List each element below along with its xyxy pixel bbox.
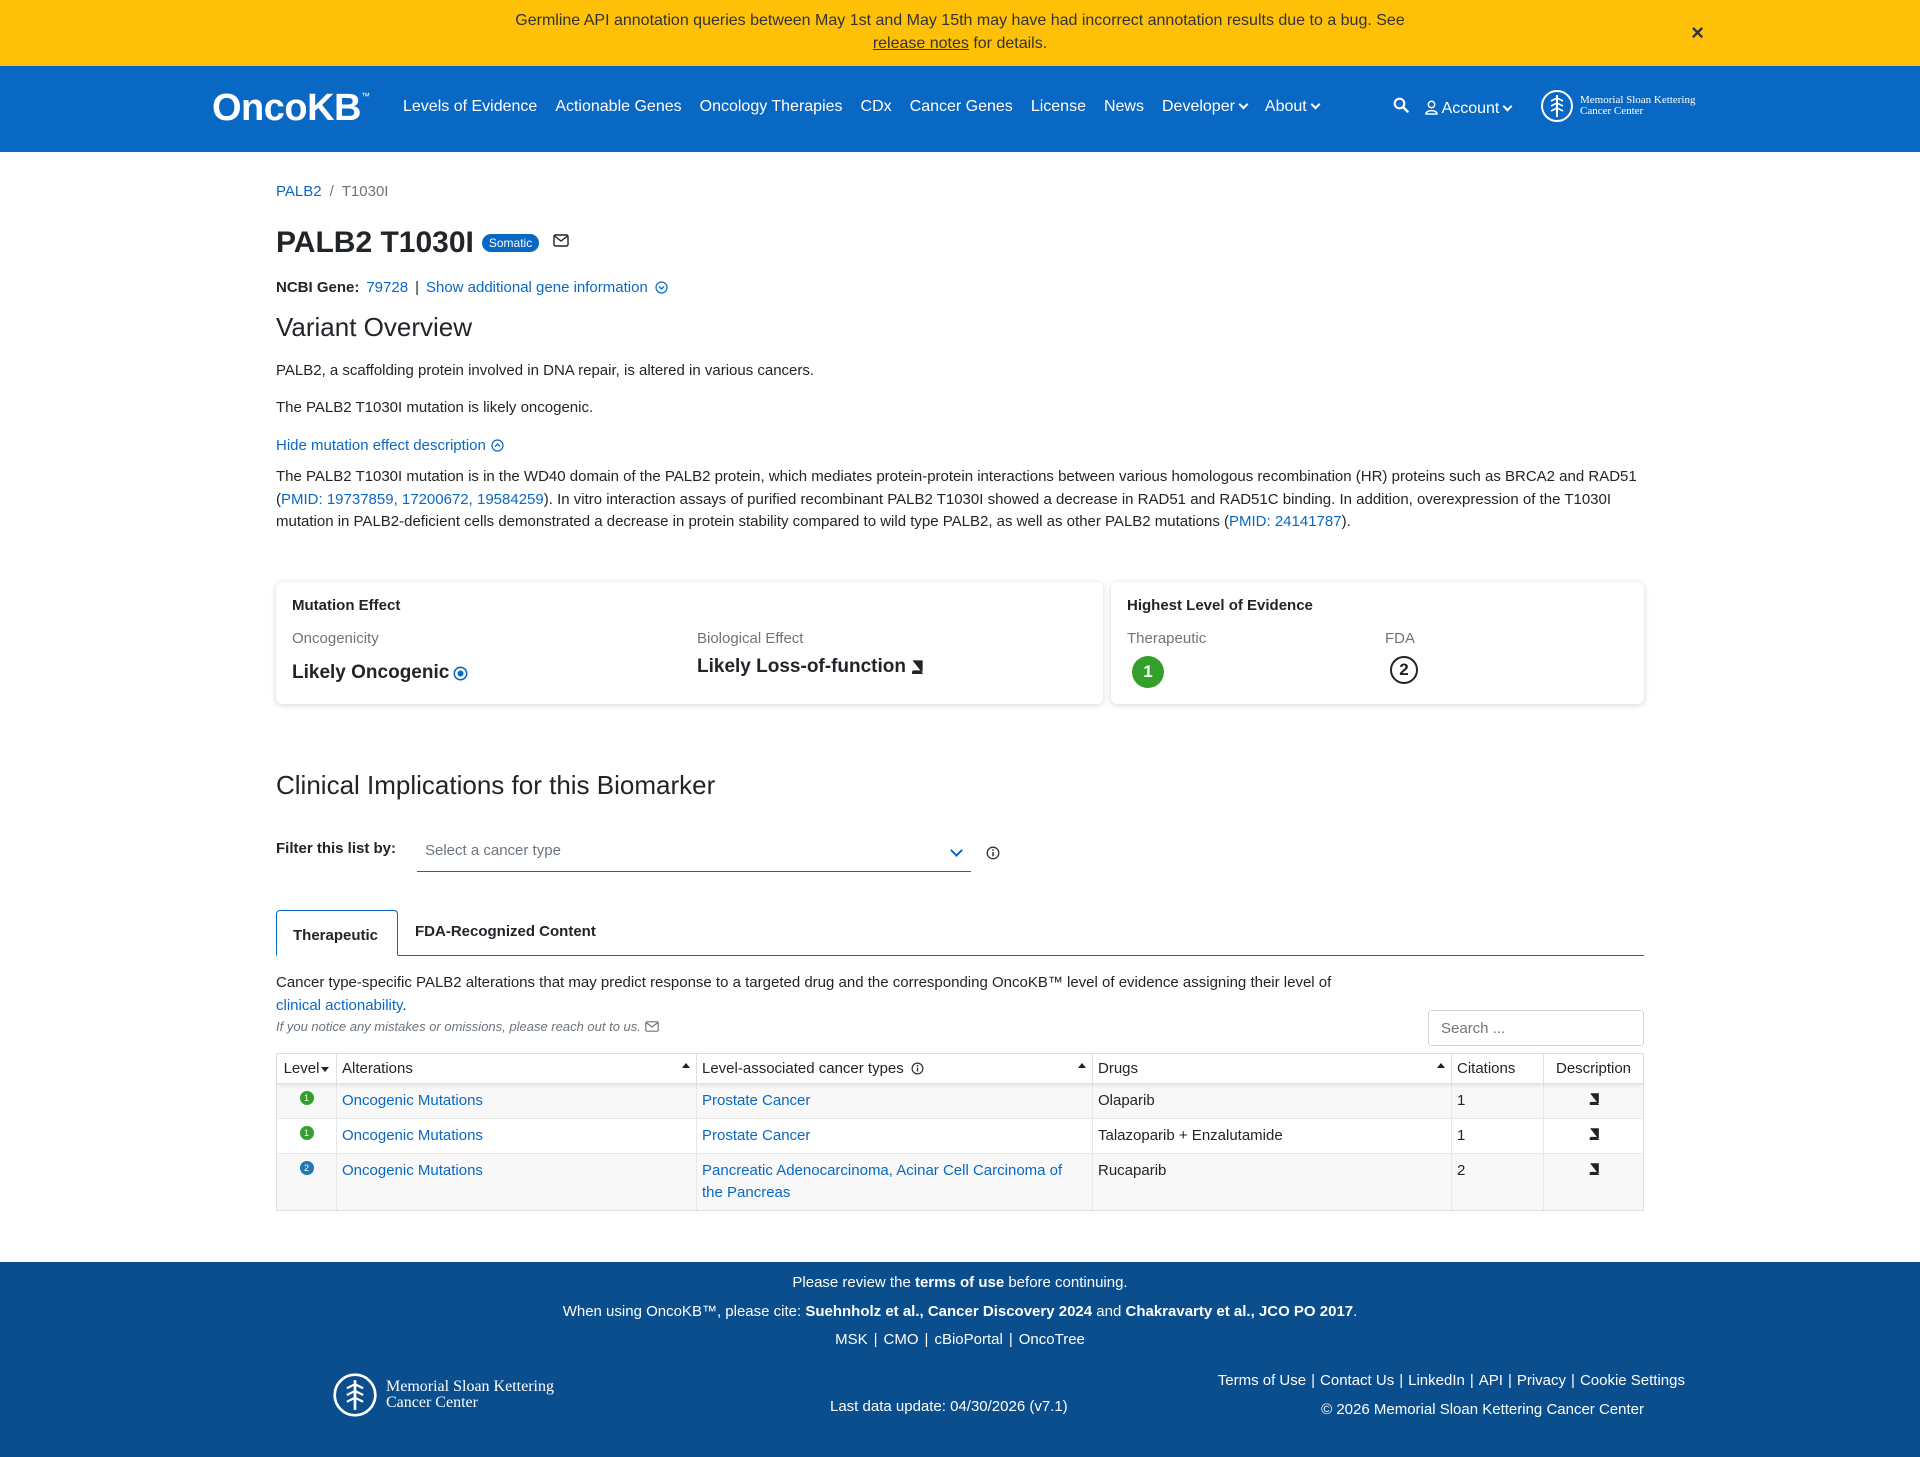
cancer-type-link[interactable]: Pancreatic Adenocarcinoma, Acinar Cell Carcinoma of the Pancreas: [702, 1162, 1063, 1201]
filter-label: Filter this list by:: [276, 840, 397, 857]
level-1-icon: 1: [300, 1091, 314, 1105]
release-notes-link[interactable]: release notes: [872, 35, 969, 52]
citations-cell[interactable]: 1: [1452, 1084, 1544, 1118]
envelope-icon[interactable]: [645, 1021, 659, 1032]
chevron-down-icon: [950, 844, 963, 857]
show-gene-info-toggle[interactable]: Show additional gene information: [426, 279, 668, 296]
nav-news[interactable]: News: [1103, 98, 1144, 115]
table-row: [277, 1119, 1643, 1154]
last-data-update: Last data update: 04/30/2026 (v7.1): [830, 1398, 1068, 1415]
top-navbar: [0, 66, 1920, 152]
col-citations[interactable]: Citations: [1452, 1054, 1544, 1083]
sort-asc-icon: [1078, 1063, 1086, 1068]
site-footer: [0, 1262, 1920, 1457]
col-alterations[interactable]: Alterations: [337, 1054, 697, 1083]
sort-desc-icon: [321, 1067, 329, 1072]
drug-cell: Rucaparib: [1093, 1154, 1452, 1210]
footer-msk-logo[interactable]: Memorial Sloan Kettering Cancer Center: [332, 1370, 554, 1420]
envelope-icon[interactable]: [553, 234, 569, 252]
level-1-icon: 1: [300, 1126, 314, 1140]
nav-developer-dropdown[interactable]: Developer: [1162, 98, 1247, 116]
footer-privacy-link[interactable]: Privacy: [1516, 1372, 1567, 1389]
announcement-banner: [0, 0, 1920, 66]
clinical-actionability-link[interactable]: clinical actionability: [276, 997, 403, 1014]
nav-cancer-genes[interactable]: Cancer Genes: [909, 98, 1013, 115]
footer-link-cmo[interactable]: CMO: [883, 1331, 919, 1348]
alteration-link[interactable]: Oncogenic Mutations: [342, 1127, 483, 1144]
chevron-down-icon: [1503, 102, 1513, 112]
tab-description: Cancer type-specific PALB2 alterations that may predict response to a targeted drug and the corresponding OncoKB™ level of evidence assigning their level of clinical actionability.: [276, 974, 1332, 1014]
footer-citation: When using OncoKB™, please cite: Suehnholz et al., Cancer Discovery 2024 and Chakravarty et al., JCO PO 2017.: [562, 1303, 1358, 1320]
oncogenicity-value: Likely Oncogenic: [292, 662, 468, 684]
citation-link-1[interactable]: Suehnholz et al., Cancer Discovery 2024: [805, 1303, 1093, 1320]
footer-link-cbioportal[interactable]: cBioPortal: [934, 1331, 1003, 1348]
ncbi-gene-link[interactable]: 79728: [366, 279, 409, 296]
citations-cell[interactable]: 1: [1452, 1119, 1544, 1153]
banner-text: Germline API annotation queries between May 1st and May 15th may have had incorrect annotation results due to a bug. See release notes for details.: [515, 12, 1405, 52]
therapeutic-level-badge[interactable]: 1: [1132, 656, 1164, 688]
footer-contact-link[interactable]: Contact Us: [1320, 1372, 1395, 1389]
tab-therapeutic[interactable]: Therapeutic: [276, 910, 398, 956]
footer-terms-notice: Please review the terms of use before continuing.: [792, 1274, 1128, 1291]
account-dropdown[interactable]: Account: [1425, 98, 1511, 118]
footer-link-oncotree[interactable]: OncoTree: [1018, 1331, 1085, 1348]
drug-cell: Talazoparib + Enzalutamide: [1093, 1119, 1452, 1153]
breadcrumb: PALB2 / T1030I: [276, 183, 389, 200]
chevron-down-icon: [1238, 100, 1248, 110]
user-icon: [1425, 100, 1438, 115]
nav-menu: [403, 98, 1319, 116]
footer-link-msk[interactable]: MSK: [835, 1331, 868, 1348]
search-icon[interactable]: [1393, 97, 1409, 118]
variant-overview-heading: Variant Overview: [276, 312, 473, 342]
alteration-link[interactable]: Oncogenic Mutations: [342, 1162, 483, 1179]
nav-actionable-genes[interactable]: Actionable Genes: [555, 98, 682, 115]
tab-fda-recognized[interactable]: FDA-Recognized Content: [415, 923, 596, 940]
book-icon[interactable]: [1588, 1093, 1600, 1105]
biological-effect-value: Likely Loss-of-function: [697, 656, 924, 678]
cancer-type-link[interactable]: Prostate Cancer: [702, 1092, 811, 1109]
fda-level-badge[interactable]: 2: [1390, 656, 1418, 684]
feedback-note: If you notice any mistakes or omissions, please reach out to us.: [276, 1019, 659, 1034]
terms-of-use-link[interactable]: terms of use: [914, 1274, 1005, 1291]
copyright: © 2026 Memorial Sloan Kettering Cancer Center: [1321, 1401, 1644, 1418]
banner-close-button[interactable]: ×: [1691, 20, 1704, 45]
ncbi-gene-row: NCBI Gene: 79728 | Show additional gene information: [276, 279, 668, 296]
book-icon[interactable]: [1588, 1128, 1600, 1140]
citation-link-2[interactable]: Chakravarty et al., JCO PO 2017: [1125, 1303, 1354, 1320]
nav-levels-of-evidence[interactable]: Levels of Evidence: [403, 98, 538, 115]
footer-terms-link[interactable]: Terms of Use: [1217, 1372, 1307, 1389]
chevron-down-icon: [1310, 100, 1320, 110]
nav-cdx[interactable]: CDx: [860, 98, 892, 115]
citations-cell[interactable]: 2: [1452, 1154, 1544, 1210]
ncbi-label: NCBI Gene:: [276, 279, 360, 296]
msk-logo[interactable]: Memorial Sloan Kettering Cancer Center: [1540, 88, 1695, 124]
cancer-type-select[interactable]: Select a cancer type: [417, 838, 971, 872]
page-title-row: [276, 226, 569, 260]
footer-cookie-settings-link[interactable]: Cookie Settings: [1579, 1372, 1685, 1389]
nav-about-dropdown[interactable]: About: [1265, 98, 1319, 116]
book-icon[interactable]: [1588, 1163, 1600, 1175]
table-row: [277, 1084, 1643, 1119]
col-level[interactable]: Level: [277, 1054, 337, 1083]
cancer-type-link[interactable]: Prostate Cancer: [702, 1127, 811, 1144]
sort-asc-icon: [682, 1063, 690, 1068]
footer-partner-links: MSK | CMO | cBioPortal | OncoTree: [835, 1331, 1085, 1348]
info-icon[interactable]: [986, 846, 1000, 865]
table-search-input[interactable]: [1428, 1010, 1644, 1046]
col-drugs[interactable]: Drugs: [1093, 1054, 1452, 1083]
footer-right-links: Terms of Use | Contact Us | LinkedIn | API | Privacy | Cookie Settings: [1217, 1372, 1685, 1389]
table-header: [277, 1054, 1643, 1084]
oncogenic-target-icon: [453, 666, 468, 681]
book-icon[interactable]: [910, 660, 924, 674]
page-title: PALB2 T1030I: [276, 226, 474, 259]
msk-emblem-icon: [332, 1370, 378, 1420]
level-2-icon: 2: [300, 1161, 314, 1175]
pmid-link-2[interactable]: PMID: 24141787: [1229, 513, 1342, 530]
footer-api-link[interactable]: API: [1478, 1372, 1503, 1389]
chevron-circle-down-icon: [655, 281, 668, 294]
mutation-effect-card: Mutation Effect Oncogenicity Likely Oncogenic Biological Effect Likely Loss-of-function: [276, 582, 1103, 704]
sort-asc-icon: [1437, 1063, 1445, 1068]
somatic-badge: Somatic: [482, 234, 539, 252]
msk-emblem-icon: [1540, 88, 1574, 124]
highest-level-card: Highest Level of Evidence Therapeutic 1 FDA 2: [1111, 582, 1644, 704]
therapeutic-table: [276, 1053, 1644, 1211]
hide-mutation-description-toggle[interactable]: Hide mutation effect description: [276, 437, 504, 454]
chevron-circle-up-icon: [491, 439, 504, 452]
drug-cell: Olaparib: [1093, 1084, 1452, 1118]
col-description[interactable]: Description: [1555, 1060, 1632, 1077]
info-icon[interactable]: [911, 1062, 924, 1075]
alteration-link[interactable]: Oncogenic Mutations: [342, 1092, 483, 1109]
mutation-effect-description: The PALB2 T1030I mutation is in the WD40 domain of the PALB2 protein, which mediates protein-protein interactions between various homologous recombination (HR) proteins such as BRCA2 and RAD51 (PMID: 19737859, 17200672, 19584259). In vitro interaction assays of purified recombinant PALB2 T1030I showed a decrease in RAD51 and RAD51C binding. In addition, overexpression of the T1030I mutation in PALB2-deficient cells demonstrated a decrease in protein stability compared to wild type PALB2, as well as other PALB2 mutations (PMID: 24141787).: [276, 468, 1637, 530]
pmid-link-1[interactable]: PMID: 19737859, 17200672, 19584259: [281, 490, 544, 508]
nav-oncology-therapies[interactable]: Oncology Therapies: [699, 98, 843, 115]
col-cancer-types[interactable]: Level-associated cancer types: [697, 1054, 1093, 1083]
breadcrumb-current: T1030I: [341, 183, 389, 200]
table-row: [277, 1154, 1643, 1210]
breadcrumb-gene-link[interactable]: PALB2: [276, 183, 322, 200]
footer-linkedin-link[interactable]: LinkedIn: [1408, 1372, 1465, 1389]
oncokb-logo[interactable]: OncoKB™: [212, 87, 370, 129]
gene-summary: PALB2, a scaffolding protein involved in DNA repair, is altered in various cancers.: [276, 362, 815, 379]
nav-license[interactable]: License: [1030, 98, 1086, 115]
variant-summary: The PALB2 T1030I mutation is likely oncogenic.: [276, 399, 594, 416]
clinical-implications-heading: Clinical Implications for this Biomarker: [276, 770, 716, 800]
